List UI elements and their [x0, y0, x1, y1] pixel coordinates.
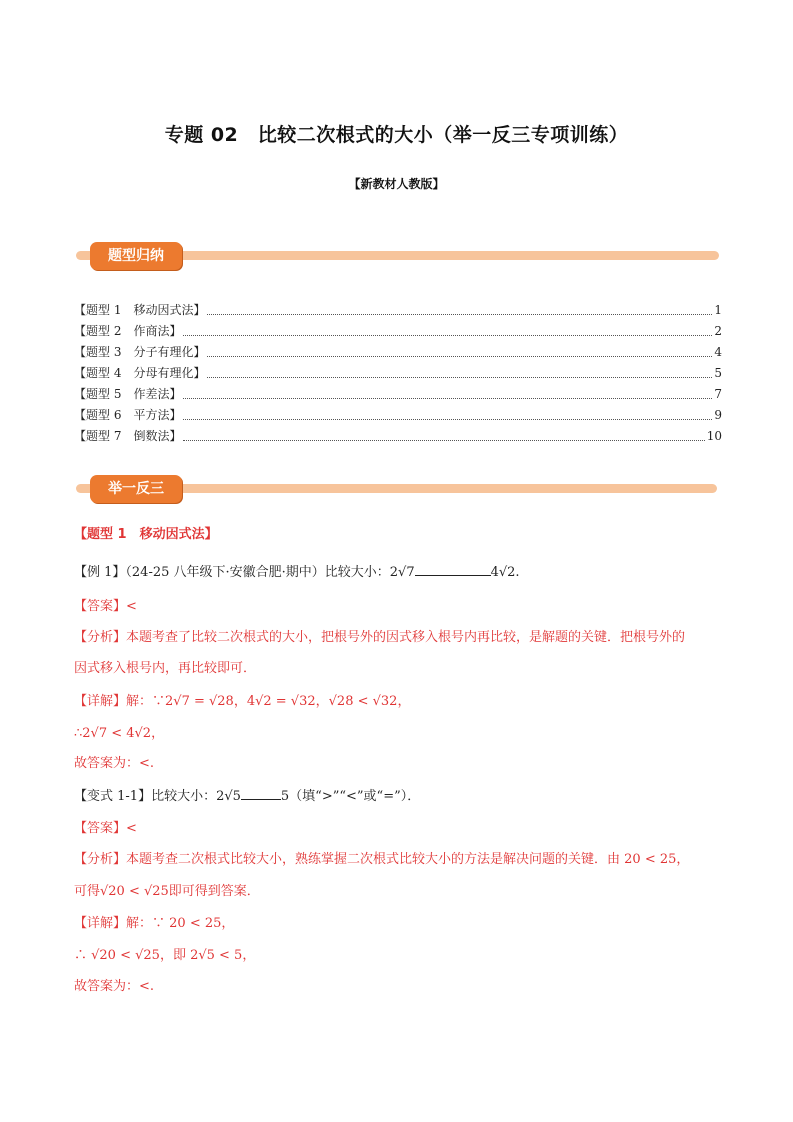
page-title: 专题 02 比较二次根式的大小（举一反三专项训练） [164, 124, 629, 146]
detail-tag: 【详解】 [74, 916, 127, 931]
example-left-expr: 2√7 [389, 565, 415, 580]
toc-item[interactable] [74, 405, 722, 426]
example-analysis-cont: 因式移入根号内，再比较即可． [74, 661, 257, 676]
toc-item-page: 7 [714, 387, 722, 401]
toc-item[interactable] [74, 342, 722, 363]
detail-text: 解：∵2√7 = √28，4√2 = √32，√28 < √32， [126, 694, 411, 709]
toc-item-page: 2 [714, 324, 722, 338]
toc-leader-dots [183, 439, 704, 441]
answer-tag: 【答案】 [74, 599, 127, 614]
toc-item-label: 【题型 7 倒数法】 [74, 429, 182, 443]
example-answer [74, 595, 137, 614]
toc-item-label: 【题型 2 作商法】 [74, 324, 182, 338]
analysis-tag: 【分析】 [74, 630, 127, 645]
example-question [74, 561, 520, 580]
variant-conclusion: 故答案为：<. [74, 979, 155, 994]
toc-item-page: 10 [706, 429, 722, 443]
toc-item[interactable] [74, 321, 722, 342]
example-detail-cont: ∴2√7 < 4√2， [74, 726, 165, 741]
example-tag: 【例 1】 [74, 565, 126, 580]
example-source: （24-25 八年级下·安徽合肥·期中）比较大小： [125, 565, 390, 580]
variant-detail-cont: ∴ √20 < √25，即 2√5 < 5， [74, 948, 256, 963]
variant-analysis-cont: 可得√20 < √25即可得到答案． [74, 884, 260, 899]
variant-question-prefix: 比较大小：2√5 [151, 789, 241, 804]
detail-text: 解：∵ 20 < 25， [126, 916, 235, 931]
variant-tag: 【变式 1-1】 [74, 789, 152, 804]
toc-leader-dots [183, 418, 712, 420]
toc-item-label: 【题型 5 作差法】 [74, 387, 182, 401]
example-analysis [74, 626, 685, 645]
toc-item-label: 【题型 3 分子有理化】 [74, 345, 206, 359]
variant-question-suffix: 5（填“>”“<”或“=”）． [280, 789, 421, 804]
answer-tag: 【答案】 [74, 821, 127, 836]
answer-value: < [126, 821, 137, 836]
analysis-text: 本题考查了比较二次根式的大小，把根号外的因式移入根号内再比较，是解题的关键．把根号外的 [126, 630, 686, 645]
toc-leader-dots [207, 313, 712, 315]
toc-item[interactable] [74, 300, 722, 321]
toc-leader-dots [183, 334, 712, 336]
variant-question [74, 785, 420, 804]
detail-tag: 【详解】 [74, 694, 127, 709]
answer-value: < [126, 599, 137, 614]
toc-item-page: 5 [714, 366, 722, 380]
example-detail [74, 690, 410, 709]
practice-banner-tag: 举一反三 [90, 475, 182, 503]
variant-answer [74, 817, 137, 836]
section-heading: 【题型 1 移动因式法】 [74, 527, 218, 542]
example-conclusion: 故答案为：<. [74, 756, 155, 771]
toc-item[interactable] [74, 426, 722, 447]
toc-item[interactable] [74, 384, 722, 405]
answer-blank [415, 563, 491, 576]
variant-detail [74, 912, 234, 931]
answer-blank [241, 787, 281, 800]
toc-item-page: 4 [714, 345, 722, 359]
page-subtitle: 【新教材人教版】 [348, 177, 445, 191]
toc-item-label: 【题型 1 移动因式法】 [74, 303, 206, 317]
toc-item[interactable] [74, 363, 722, 384]
toc-item-label: 【题型 6 平方法】 [74, 408, 182, 422]
variant-analysis [74, 848, 689, 867]
toc-leader-dots [207, 355, 712, 357]
example-right-expr: 4√2. [490, 565, 520, 580]
analysis-text: 本题考查二次根式比较大小，熟练掌握二次根式比较大小的方法是解决问题的关键．由 20 < 25， [126, 852, 690, 867]
toc-item-page: 9 [714, 408, 722, 422]
analysis-tag: 【分析】 [74, 852, 127, 867]
table-of-contents [74, 300, 722, 447]
toc-leader-dots [207, 376, 712, 378]
toc-leader-dots [183, 397, 712, 399]
toc-item-label: 【题型 4 分母有理化】 [74, 366, 206, 380]
types-banner-tag: 题型归纳 [90, 242, 182, 270]
toc-item-page: 1 [714, 303, 722, 317]
